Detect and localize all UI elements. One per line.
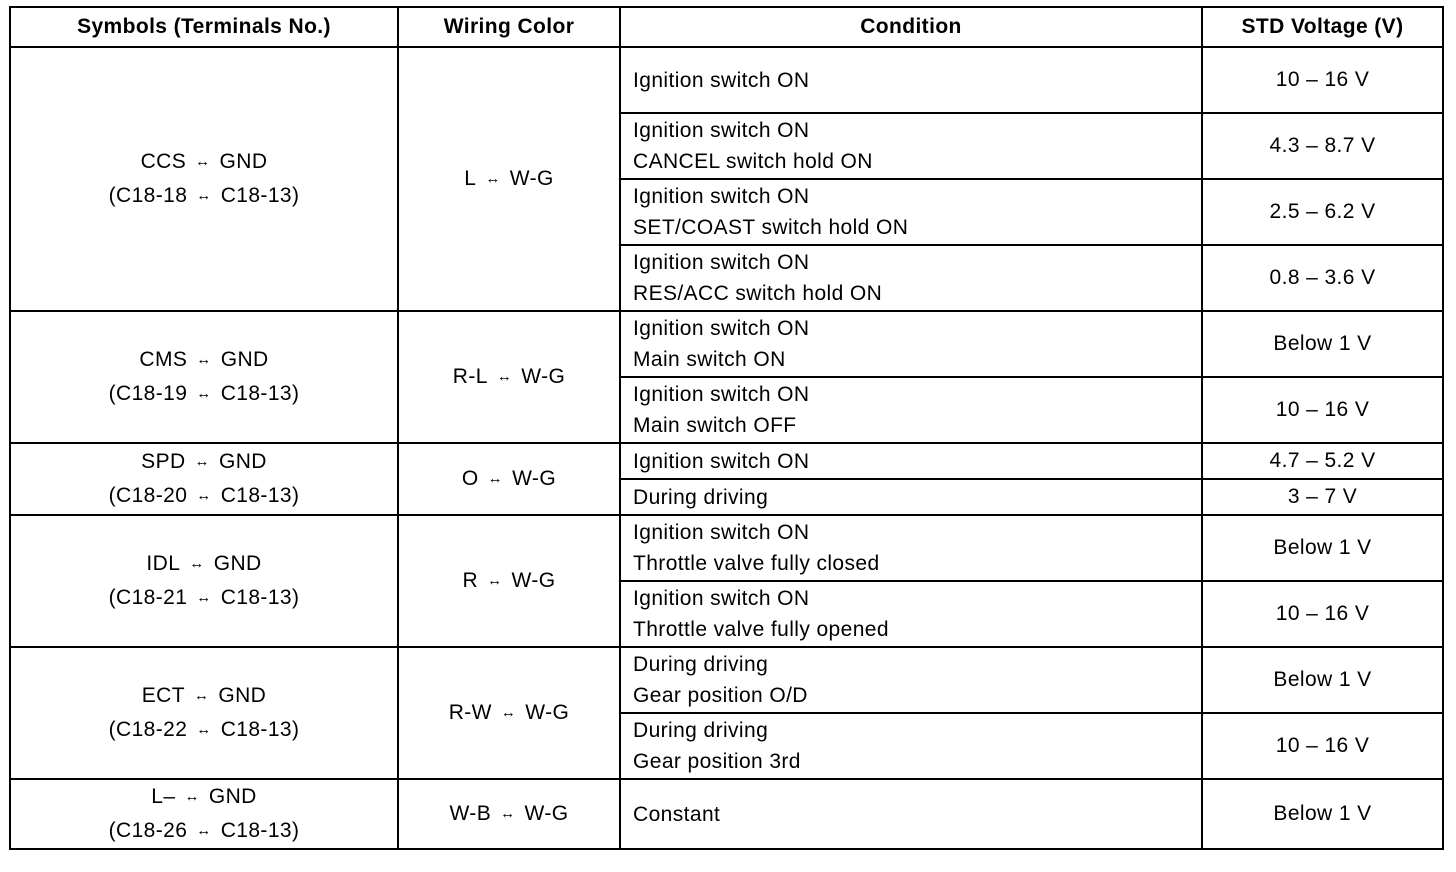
condition-line: Ignition switch ON — [633, 449, 810, 473]
condition-line: Ignition switch ON — [633, 251, 810, 274]
condition-line: Ignition switch ON — [633, 587, 810, 610]
bidirectional-arrow-icon: ↔ — [196, 385, 212, 402]
symbol-cell — [10, 779, 398, 849]
bidirectional-arrow-icon: ↔ — [196, 487, 212, 504]
terminal-from: (C18-26 — [108, 819, 188, 842]
condition-line: During driving — [633, 485, 769, 509]
voltage-value: 0.8 – 3.6 V — [1202, 245, 1443, 311]
symbol-cell — [10, 443, 398, 515]
bidirectional-arrow-icon: ↔ — [496, 368, 513, 385]
terminal-to: C18-13) — [220, 382, 300, 405]
condition-line: Constant — [633, 802, 721, 826]
terminal-line — [11, 179, 397, 213]
condition-line: Throttle valve fully closed — [633, 552, 880, 575]
bidirectional-arrow-icon: ↔ — [194, 453, 210, 470]
wire-color-to: W-G — [511, 569, 556, 592]
symbol-name: L– — [151, 785, 176, 808]
terminal-line — [11, 814, 397, 848]
header-row — [10, 7, 1443, 47]
wire-color-from: L — [464, 167, 477, 190]
symbol-line — [11, 145, 397, 179]
bidirectional-arrow-icon: ↔ — [184, 788, 200, 805]
condition-cell — [620, 113, 1202, 179]
bidirectional-arrow-icon: ↔ — [193, 687, 210, 704]
header-symbols: Symbols (Terminals No.) — [10, 7, 398, 47]
terminal-from: (C18-18 — [108, 184, 188, 207]
header-wiring-color: Wiring Color — [398, 7, 620, 47]
terminal-to: C18-13) — [220, 484, 300, 507]
condition-line: CANCEL switch hold ON — [633, 150, 873, 173]
bidirectional-arrow-icon: ↔ — [500, 805, 516, 822]
voltage-value: Below 1 V — [1202, 515, 1443, 581]
wiring-color-cell — [398, 779, 620, 849]
condition-line: Ignition switch ON — [633, 119, 810, 142]
wire-color-to: W-G — [509, 167, 554, 190]
terminal-line — [11, 581, 397, 615]
condition-cell — [620, 443, 1202, 479]
terminal-to: C18-13) — [220, 184, 300, 207]
symbol-line — [11, 780, 397, 814]
symbol-name: ECT — [141, 684, 185, 707]
voltage-value: 4.7 – 5.2 V — [1202, 443, 1443, 479]
voltage-value: 10 – 16 V — [1202, 581, 1443, 647]
bidirectional-arrow-icon: ↔ — [500, 704, 517, 721]
condition-line: RES/ACC switch hold ON — [633, 282, 883, 305]
condition-line: SET/COAST switch hold ON — [633, 216, 909, 239]
header-condition: Condition — [620, 7, 1202, 47]
terminal-from: (C18-22 — [108, 718, 188, 741]
table-row — [10, 515, 1443, 581]
condition-cell — [620, 581, 1202, 647]
bidirectional-arrow-icon: ↔ — [196, 187, 212, 204]
ecu-terminal-voltage-table — [9, 6, 1444, 850]
wiring-color-cell — [398, 515, 620, 647]
bidirectional-arrow-icon: ↔ — [196, 589, 212, 606]
header-std-voltage: STD Voltage (V) — [1202, 7, 1443, 47]
symbol-ground: GND — [219, 150, 268, 173]
wiring-color-cell — [398, 647, 620, 779]
terminal-to: C18-13) — [220, 718, 300, 741]
symbol-line — [11, 343, 397, 377]
bidirectional-arrow-icon: ↔ — [196, 721, 212, 738]
condition-cell — [620, 245, 1202, 311]
terminal-to: C18-13) — [220, 819, 300, 842]
symbol-cell — [10, 515, 398, 647]
condition-line: Ignition switch ON — [633, 185, 810, 208]
voltage-value: 2.5 – 6.2 V — [1202, 179, 1443, 245]
symbol-line — [11, 445, 397, 479]
condition-line: Gear position O/D — [633, 684, 808, 707]
wire-color-from: R — [462, 569, 479, 592]
symbol-cell — [10, 647, 398, 779]
wire-color-to: W-G — [521, 365, 566, 388]
symbol-name: CCS — [140, 150, 187, 173]
condition-cell — [620, 515, 1202, 581]
condition-cell — [620, 311, 1202, 377]
bidirectional-arrow-icon: ↔ — [485, 170, 501, 187]
condition-cell — [620, 377, 1202, 443]
bidirectional-arrow-icon: ↔ — [196, 351, 212, 368]
condition-line: Gear position 3rd — [633, 750, 801, 773]
terminal-line — [11, 713, 397, 747]
symbol-ground: GND — [213, 552, 262, 575]
symbol-ground: GND — [220, 348, 269, 371]
terminal-from: (C18-19 — [108, 382, 188, 405]
wire-color-from: W-B — [449, 802, 492, 825]
wiring-color-cell — [398, 443, 620, 515]
condition-cell — [620, 479, 1202, 515]
voltage-value: 10 – 16 V — [1202, 713, 1443, 779]
table-row — [10, 443, 1443, 479]
condition-cell — [620, 179, 1202, 245]
symbol-ground: GND — [218, 450, 267, 473]
symbol-name: SPD — [141, 450, 186, 473]
bidirectional-arrow-icon: ↔ — [189, 555, 205, 572]
symbol-name: IDL — [146, 552, 181, 575]
symbol-name: CMS — [139, 348, 188, 371]
symbol-ground: GND — [218, 684, 267, 707]
terminal-line — [11, 479, 397, 513]
wire-color-to: W-G — [525, 701, 570, 724]
wire-color-to: W-G — [524, 802, 569, 825]
terminal-from: (C18-21 — [108, 586, 188, 609]
table-row — [10, 311, 1443, 377]
voltage-value: Below 1 V — [1202, 647, 1443, 713]
bidirectional-arrow-icon: ↔ — [487, 572, 503, 589]
table-row — [10, 47, 1443, 113]
wire-color-from: R-W — [448, 701, 492, 724]
condition-line: Ignition switch ON — [633, 521, 810, 544]
table-row — [10, 647, 1443, 713]
terminal-line — [11, 377, 397, 411]
voltage-value: Below 1 V — [1202, 779, 1443, 849]
voltage-value: 10 – 16 V — [1202, 377, 1443, 443]
condition-cell — [620, 713, 1202, 779]
wiring-color-cell — [398, 47, 620, 311]
condition-line: During driving — [633, 719, 769, 742]
condition-line: Ignition switch ON — [633, 317, 810, 340]
terminal-from: (C18-20 — [108, 484, 188, 507]
terminal-to: C18-13) — [220, 586, 300, 609]
condition-line: During driving — [633, 653, 769, 676]
symbol-line — [11, 679, 397, 713]
wire-color-from: O — [461, 467, 479, 490]
condition-cell — [620, 647, 1202, 713]
symbol-cell — [10, 311, 398, 443]
symbol-line — [11, 547, 397, 581]
wiring-color-cell — [398, 311, 620, 443]
condition-line: Main switch OFF — [633, 414, 797, 437]
table-row — [10, 779, 1443, 849]
voltage-value: Below 1 V — [1202, 311, 1443, 377]
condition-line: Ignition switch ON — [633, 383, 810, 406]
symbol-ground: GND — [208, 785, 257, 808]
condition-line: Throttle valve fully opened — [633, 618, 889, 641]
bidirectional-arrow-icon: ↔ — [195, 153, 211, 170]
condition-line: Main switch ON — [633, 348, 786, 371]
bidirectional-arrow-icon: ↔ — [196, 822, 212, 839]
voltage-value: 10 – 16 V — [1202, 47, 1443, 113]
condition-cell — [620, 779, 1202, 849]
bidirectional-arrow-icon: ↔ — [487, 470, 504, 487]
condition-line: Ignition switch ON — [633, 68, 810, 92]
table-body — [10, 47, 1443, 849]
voltage-value: 4.3 – 8.7 V — [1202, 113, 1443, 179]
wire-color-from: R-L — [452, 365, 488, 388]
symbol-cell — [10, 47, 398, 311]
condition-cell — [620, 47, 1202, 113]
wire-color-to: W-G — [512, 467, 557, 490]
voltage-value: 3 – 7 V — [1202, 479, 1443, 515]
